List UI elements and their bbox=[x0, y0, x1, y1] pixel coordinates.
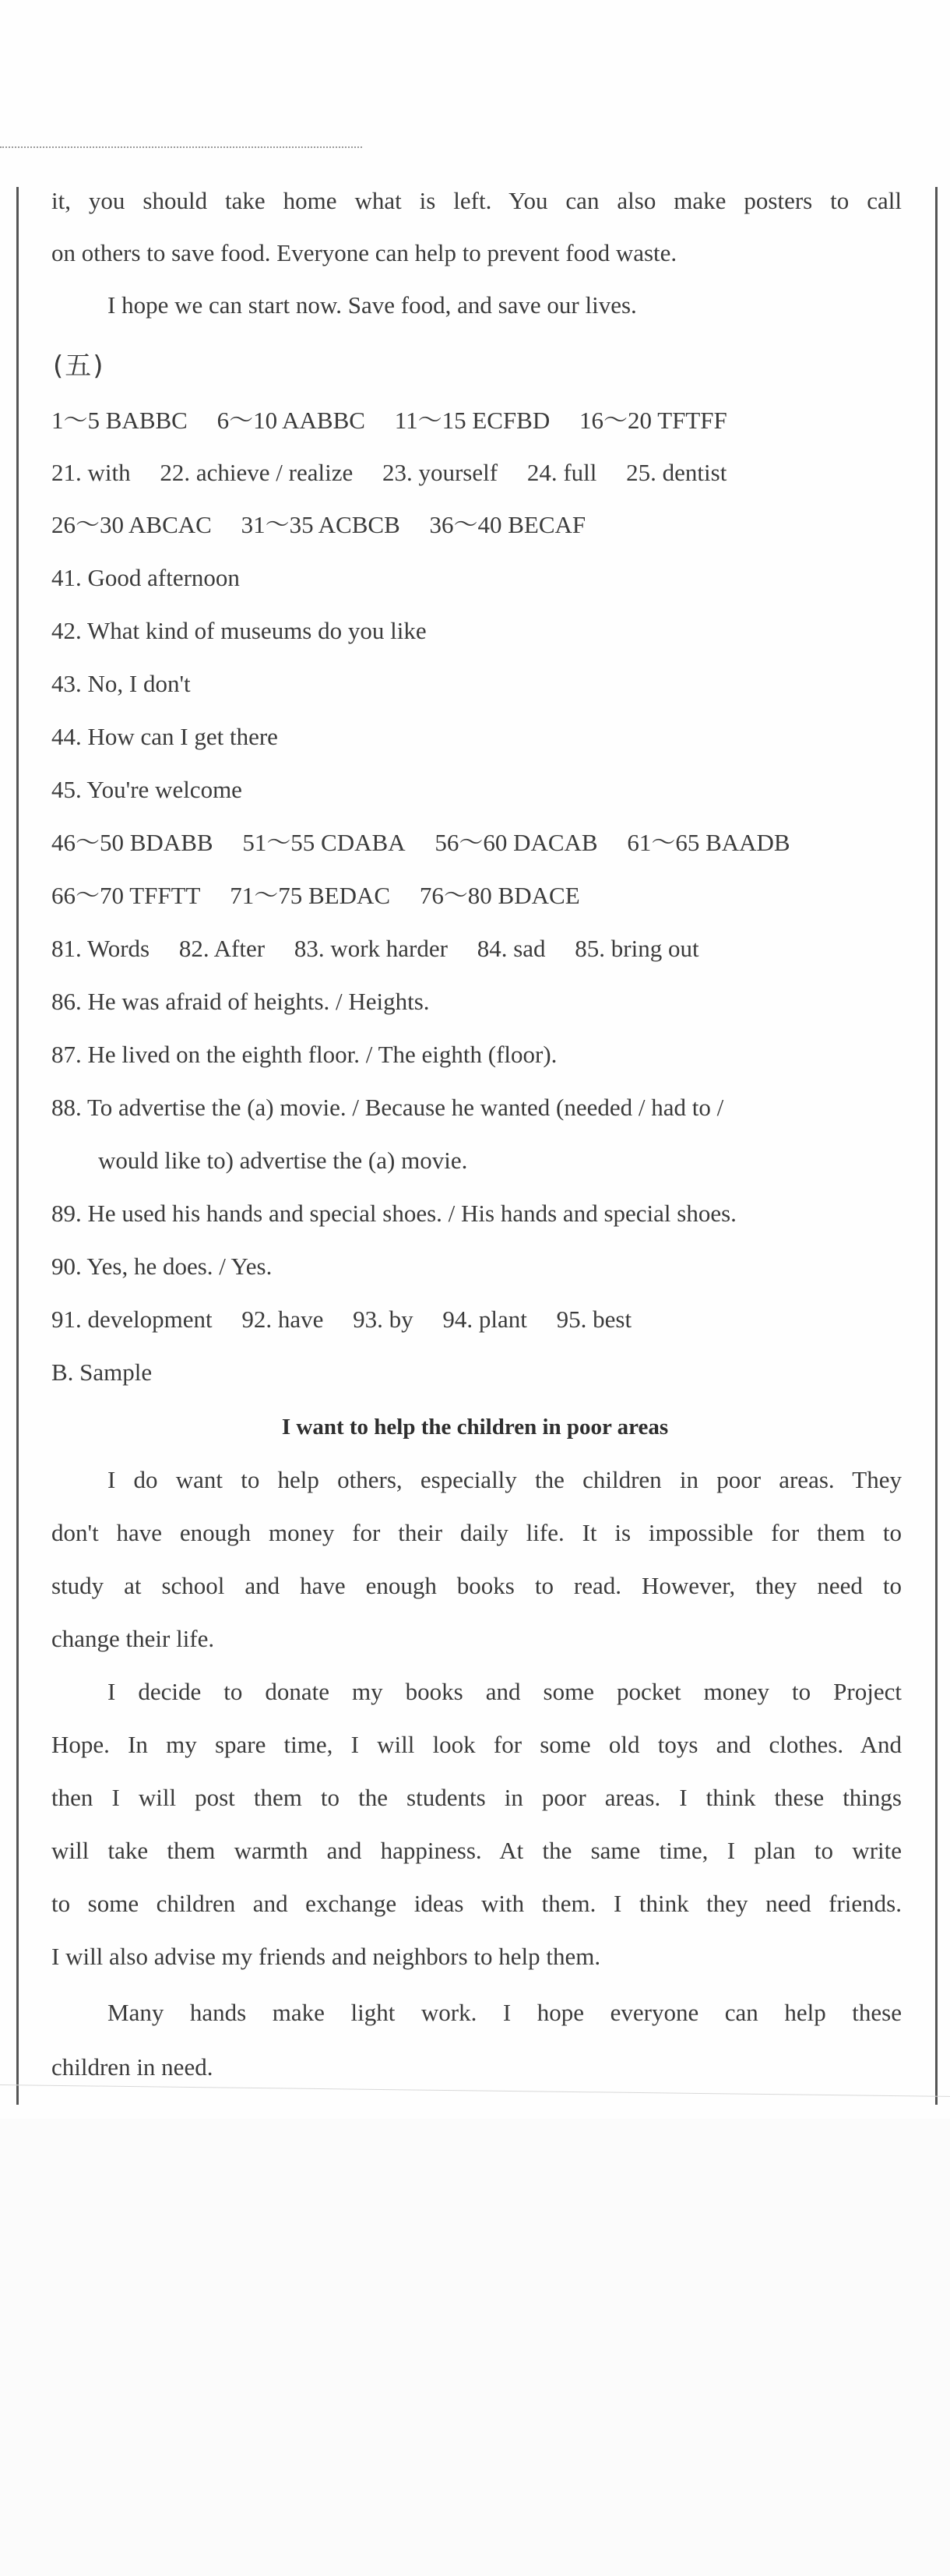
answer-row-1-20 bbox=[51, 405, 727, 436]
essay-p1-line-3: study at school and have enough books to read. However, they need to bbox=[51, 1572, 902, 1599]
content-border-left bbox=[16, 187, 19, 2105]
essay-p2-line-3: then I will post them to the students in poor areas. I think these things bbox=[51, 1784, 902, 1811]
page-number bbox=[0, 117, 1, 140]
answer-item: 92. have bbox=[241, 1306, 324, 1333]
essay-p3-line-2: children in need. bbox=[51, 2053, 213, 2081]
essay-p1-line-2: don't have enough money for their daily life. It is impossible for them to bbox=[51, 1519, 902, 1546]
answer-87: 87. He lived on the eighth floor. / The eighth (floor). bbox=[51, 1041, 558, 1068]
answer-group: 31～35 ACBCB bbox=[241, 511, 400, 538]
section-b-label: B. Sample bbox=[51, 1358, 153, 1386]
section-heading-5: (五) bbox=[53, 351, 105, 382]
essay-p2-line-2: Hope. In my spare time, I will look for some old toys and clothes. And bbox=[51, 1731, 902, 1758]
answer-item: 81. Words bbox=[51, 935, 150, 962]
answer-group: 61～65 BAADB bbox=[627, 829, 790, 856]
essay-p2-line-5: to some children and exchange ideas with them. I think they need friends. bbox=[51, 1890, 902, 1917]
answer-group: 6～10 AABBC bbox=[216, 407, 365, 434]
page-fold-shadow bbox=[0, 2084, 950, 2097]
answer-45: 45. You're welcome bbox=[51, 776, 242, 803]
answer-row-81-85 bbox=[51, 933, 699, 964]
answer-group: 26～30 ABCAC bbox=[51, 511, 212, 538]
answer-item: 21. with bbox=[51, 459, 131, 486]
answer-group: 66～70 TFFTT bbox=[51, 882, 201, 909]
answer-89: 89. He used his hands and special shoes. / His hands and special shoes. bbox=[51, 1200, 737, 1227]
answer-item: 83. work harder bbox=[294, 935, 448, 962]
answer-item: 93. by bbox=[353, 1306, 413, 1333]
header-rule bbox=[0, 146, 362, 148]
answer-item: 22. achieve / realize bbox=[160, 459, 354, 486]
content-border-right bbox=[935, 187, 938, 2105]
answer-row-26-40 bbox=[51, 509, 586, 541]
answer-item: 95. best bbox=[556, 1306, 632, 1333]
answer-group: 1～5 BABBC bbox=[51, 407, 188, 434]
prev-essay-line-3: I hope we can start now. Save food, and save our lives. bbox=[107, 291, 637, 319]
answer-row-46-65 bbox=[51, 827, 790, 858]
blank-area bbox=[0, 2119, 950, 2576]
essay-title: I want to help the children in poor areas bbox=[281, 1415, 669, 1440]
answer-group: 16～20 TFTFF bbox=[579, 407, 727, 434]
answer-item: 85. bring out bbox=[575, 935, 699, 962]
answer-item: 82. After bbox=[178, 935, 266, 962]
answer-88-line-1: 88. To advertise the (a) movie. / Because he wanted (needed / had to / bbox=[51, 1094, 724, 1121]
answer-90: 90. Yes, he does. / Yes. bbox=[51, 1253, 273, 1280]
prev-essay-line-2: on others to save food. Everyone can help to prevent food waste. bbox=[51, 239, 677, 266]
essay-p2-line-4: will take them warmth and happiness. At the same time, I plan to write bbox=[51, 1837, 902, 1864]
answer-group: 71～75 BEDAC bbox=[230, 882, 391, 909]
answer-group: 46～50 BDABB bbox=[51, 829, 213, 856]
answer-group: 56～60 DACAB bbox=[435, 829, 598, 856]
answer-41: 41. Good afternoon bbox=[51, 564, 240, 591]
answer-86: 86. He was afraid of heights. / Heights. bbox=[51, 988, 430, 1015]
essay-p1-line-4: change their life. bbox=[51, 1625, 215, 1652]
answer-item: 91. development bbox=[51, 1306, 213, 1333]
answer-item: 25. dentist bbox=[626, 459, 727, 486]
answer-row-66-80 bbox=[51, 880, 580, 911]
answer-group: 11～15 ECFBD bbox=[394, 407, 551, 434]
essay-p2-line-6: I will also advise my friends and neighbors to help them. bbox=[51, 1943, 601, 1970]
answer-group: 51～55 CDABA bbox=[242, 829, 406, 856]
answer-item: 24. full bbox=[526, 459, 597, 486]
essay-p2-line-1: I decide to donate my books and some pocket money to Project bbox=[107, 1678, 902, 1705]
answer-item: 84. sad bbox=[477, 935, 546, 962]
answer-group: 36～40 BECAF bbox=[429, 511, 586, 538]
answer-item: 23. yourself bbox=[382, 459, 498, 486]
answer-44: 44. How can I get there bbox=[51, 723, 278, 750]
answer-43: 43. No, I don't bbox=[51, 670, 191, 697]
answer-row-21-25 bbox=[51, 457, 727, 488]
answer-group: 76～80 BDACE bbox=[419, 882, 580, 909]
essay-p3-line-1: Many hands make light work. I hope everyone can help these bbox=[107, 1999, 902, 2026]
answer-row-91-95 bbox=[51, 1304, 632, 1335]
answer-42: 42. What kind of museums do you like bbox=[51, 617, 427, 644]
prev-essay-line-1: it, you should take home what is left. You can also make posters to call bbox=[51, 187, 902, 214]
answer-item: 94. plant bbox=[442, 1306, 527, 1333]
answer-88-line-2: would like to) advertise the (a) movie. bbox=[98, 1147, 468, 1174]
essay-p1-line-1: I do want to help others, especially the children in poor areas. They bbox=[107, 1466, 902, 1493]
